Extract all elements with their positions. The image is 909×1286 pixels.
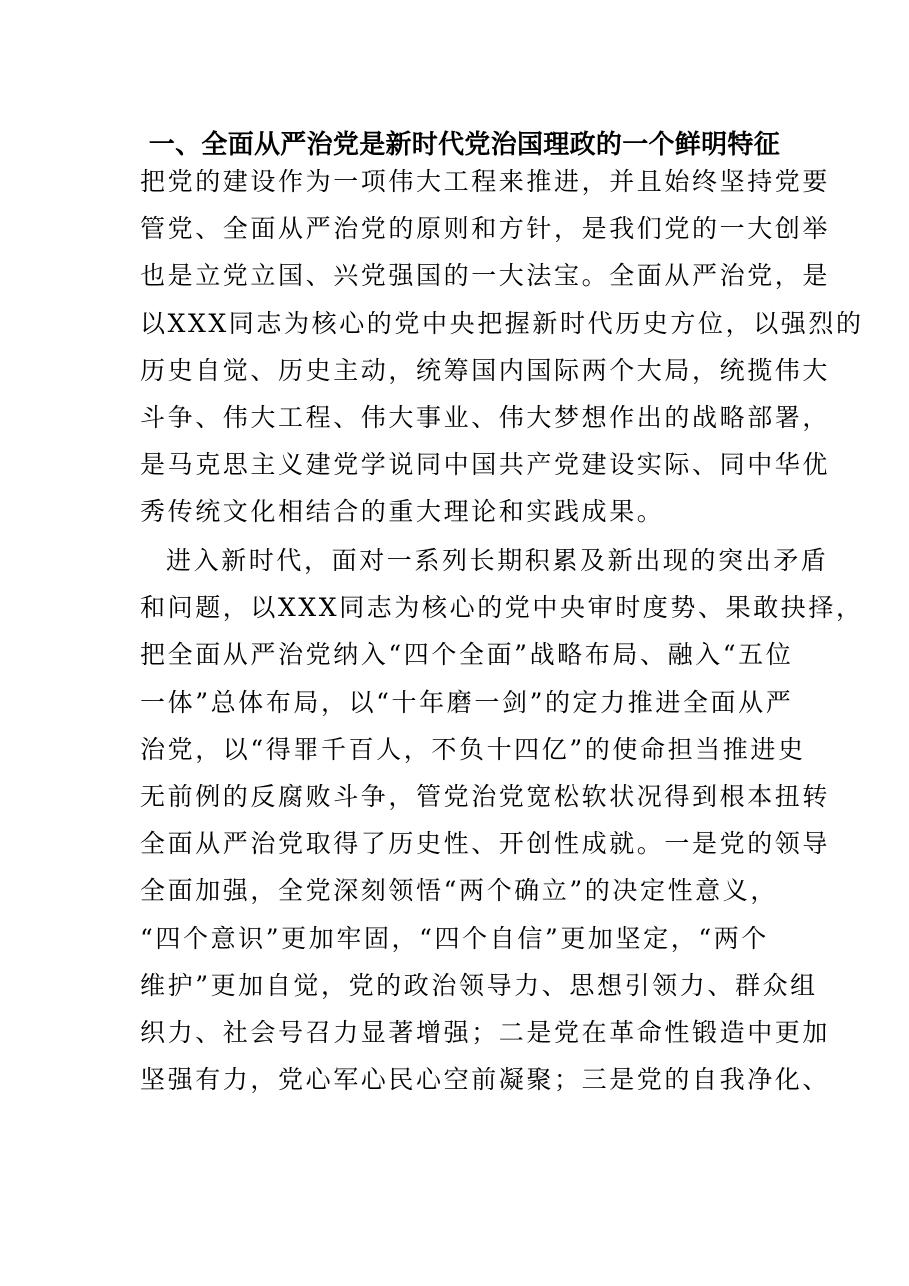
paragraph-line: 坚强有力，党心军心民心空前凝聚；三是党的自我净化、 (140, 1065, 831, 1095)
paragraph-line: 进入新时代，面对一系列长期积累及新出现的突出矛盾 (166, 546, 829, 575)
paragraph-line: 把党的建设作为一项伟大工程来推进，并且始终坚持党要 (140, 167, 831, 196)
paragraph-line: 是马克思主义建党学说同中国共产党建设实际、同中华优 (140, 450, 831, 480)
paragraph-line: 全面加强，全党深刻领悟“两个确立”的决定性意义， (140, 876, 778, 906)
paragraph-line: 把全面从严治党纳入“四个全面”战略布局、融入“五位 (140, 640, 794, 670)
paragraph-line: 斗争、伟大工程、伟大事业、伟大梦想作出的战略部署， (140, 403, 831, 433)
paragraph-line: 历史自觉、历史主动，统筹国内国际两个大局，统揽伟大 (140, 355, 831, 385)
paragraph-line: “四个意识”更加牢固，“四个自信”更加坚定，“两个 (140, 923, 769, 953)
paragraph-line: 全面从严治党取得了历史性、开创性成就。一是党的领导 (140, 829, 831, 859)
paragraph-line: 和问题，以XXX同志为核心的党中央审时度势、果敢抉择， (140, 593, 864, 623)
paragraph-line: 管党、全面从严治党的原则和方针，是我们党的一大创举 (140, 214, 831, 244)
paragraph-line: 秀传统文化相结合的重大理论和实践成果。 (140, 497, 665, 527)
paragraph-2 (140, 537, 864, 1103)
paragraph-line: 无前例的反腐败斗争，管党治党宽松软状况得到根本扭转 (140, 782, 831, 812)
paragraph-line: 织力、社会号召力显著增强；二是党在革命性锻造中更加 (140, 1018, 831, 1048)
paragraph-line: 以XXX同志为核心的党中央把握新时代历史方位，以强烈的 (140, 308, 864, 338)
paragraph-line: 维护”更加自觉，党的政治领导力、思想引领力、群众组 (140, 970, 818, 1000)
section-heading: 一、全面从严治党是新时代党治国理政的一个鲜明特征 (148, 130, 780, 160)
paragraph-line: 也是立党立国、兴党强国的一大法宝。全面从严治党，是 (140, 261, 831, 291)
paragraph-line: 治党，以“得罪千百人，不负十四亿”的使命担当推进史 (140, 734, 806, 764)
paragraph-line: 一体”总体布局，以“十年磨一剑”的定力推进全面从严 (140, 687, 794, 717)
paragraph-1 (140, 158, 864, 536)
